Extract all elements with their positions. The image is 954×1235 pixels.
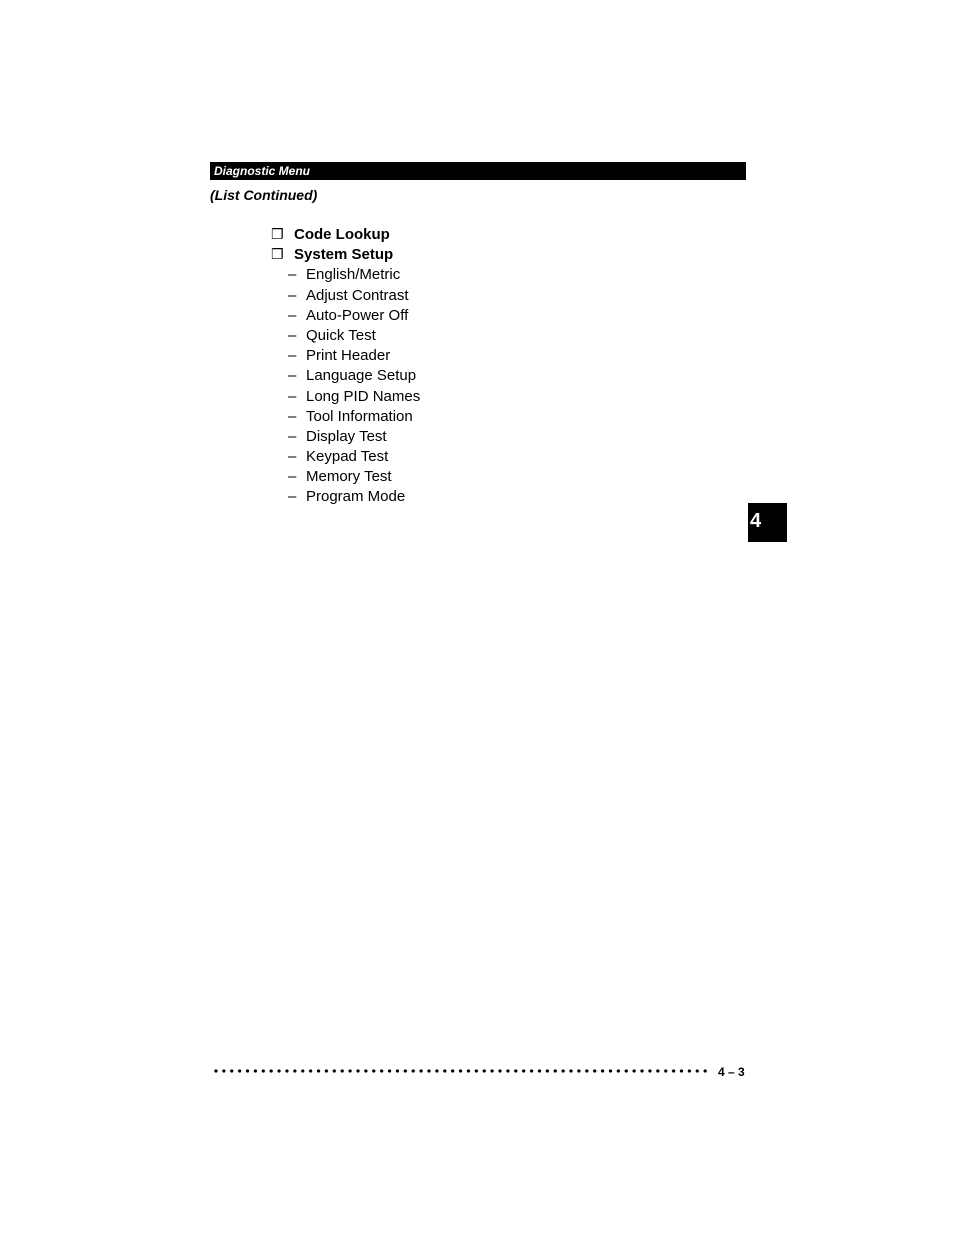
submenu-item-label: Keypad Test [306,448,389,466]
submenu-item-label: Language Setup [306,367,417,385]
submenu-item-long-pid-names [271,387,420,407]
submenu-item-memory-test [271,467,420,487]
dash-bullet: – [288,488,297,506]
chapter-number: 4 [750,510,762,532]
submenu-item-label: Quick Test [306,326,376,344]
submenu-item-label: Memory Test [306,468,392,486]
dash-bullet: – [288,387,297,405]
submenu-item-keypad-test [271,447,420,467]
submenu-item-adjust-contrast [271,286,420,306]
submenu-item-language-setup [271,366,420,386]
dash-bullet: – [288,306,297,324]
dash-bullet: – [288,266,297,284]
submenu-item-auto-power-off [271,306,420,326]
submenu-item-label: English/Metric [306,266,401,284]
submenu-item-english-metric [271,265,420,285]
dash-bullet: – [288,367,297,385]
list-continued-note: (List Continued) [210,187,318,203]
submenu-item-label: Display Test [306,427,387,445]
section-header-bar [210,162,746,180]
section-header-title: Diagnostic Menu [214,164,311,178]
submenu-item-label: Program Mode [306,488,406,506]
dash-bullet: – [288,407,297,425]
menu-item-system-setup [271,245,420,265]
footer-dotted-leader [212,1068,708,1074]
submenu-item-label: Adjust Contrast [306,286,409,304]
dash-bullet: – [288,326,297,344]
diagnostic-menu-list [271,225,420,508]
menu-item-label: Code Lookup [294,226,390,243]
chapter-tab [748,503,787,542]
dash-bullet: – [288,427,297,445]
submenu-item-label: Long PID Names [306,387,421,405]
dash-bullet: – [288,347,297,365]
menu-item-label: System Setup [294,246,394,264]
submenu-item-program-mode [271,487,420,507]
dash-bullet: – [288,448,297,466]
checkbox-icon: ❒ [271,247,284,264]
submenu-item-tool-information [271,407,420,427]
page-number: 4 – 3 [718,1065,745,1079]
submenu-item-print-header [271,346,420,366]
submenu-item-label: Auto-Power Off [306,306,409,324]
submenu-item-quick-test [271,326,420,346]
submenu-item-label: Print Header [306,347,391,365]
dash-bullet: – [288,468,297,486]
checkbox-icon: ❒ [271,227,284,243]
submenu-item-label: Tool Information [306,407,413,425]
submenu-item-display-test [271,427,420,447]
menu-item-code-lookup [271,225,420,245]
dash-bullet: – [288,286,297,304]
